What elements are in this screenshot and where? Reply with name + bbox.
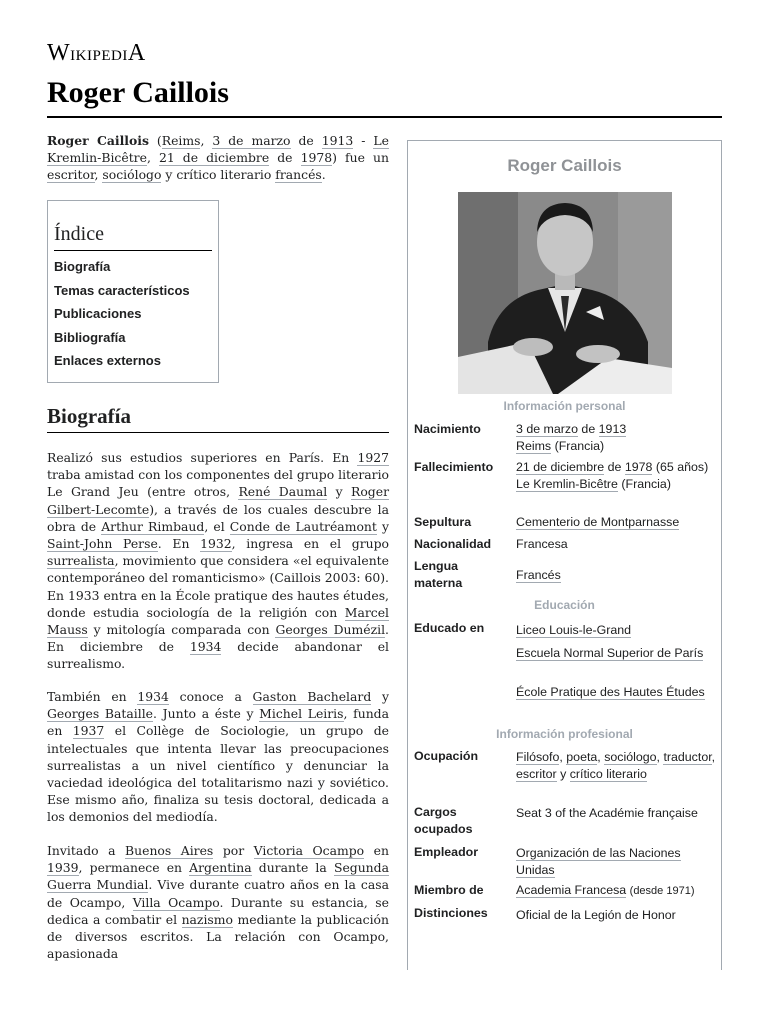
link-critico-literario[interactable]: crítico literario	[569, 767, 647, 781]
link-ib-reims[interactable]: Reims	[516, 439, 552, 453]
label-empleador: Empleador	[414, 845, 479, 859]
link-georges-dumezil[interactable]: Georges Dumézil	[275, 622, 386, 638]
link-segunda-guerra-mundial[interactable]: Segunda Guerra Mundial	[47, 860, 389, 893]
link-ecole-pratique[interactable]: École Pratique des Hautes Études	[516, 685, 705, 699]
link-academia-francesa[interactable]: Academia Francesa	[516, 883, 627, 897]
link-michel-leiris[interactable]: Michel Leiris	[259, 706, 344, 722]
label-cargos-ocupados: Cargos ocupados	[414, 805, 473, 836]
death-age: (65 años)	[655, 460, 709, 474]
value-miembro-de	[516, 882, 716, 900]
link-ib-sociologo[interactable]: sociólogo	[604, 750, 657, 764]
lead-subject: Roger Caillois	[47, 133, 149, 148]
biografia-paragraph-3: Invitado a Buenos Aires por Victoria Ocampo en 1939, permanece en Argentina durante la Segunda Guerra Mundial. Vive durante cuatro años en la casa de Ocampo, Villa Ocampo. Durante su estancia, se dedica a combatir el nazismo mediante la publicación de diversos escritos. La relación con Ocampo, apasionada	[47, 843, 390, 962]
link-escuela-normal-superior[interactable]: Escuela Normal Superior de París	[516, 646, 704, 660]
link-georges-bataille[interactable]: Georges Bataille	[47, 706, 154, 722]
link-kremlin-bicetre[interactable]: Le Kremlin-Bicêtre	[47, 133, 389, 166]
link-1939[interactable]: 1939	[47, 860, 79, 876]
label-miembro-de: Miembro de	[414, 883, 484, 897]
link-rene-daumal[interactable]: René Daumal	[238, 484, 328, 500]
birth-country: (Francia)	[554, 439, 605, 453]
label-nacimiento: Nacimiento	[414, 422, 481, 436]
link-cementerio-montparnasse[interactable]: Cementerio de Montparnasse	[516, 515, 680, 529]
toc-item-enlaces[interactable]: Enlaces externos	[54, 353, 161, 368]
biografia-paragraph-1: Realizó sus estudios superiores en París. En 1927 traba amistad con los componentes del grupo literario Le Grand Jeu (entre otros, René Daumal y Roger Gilbert-Lecomte), a través de los cuales descubre la obra de Arthur Rimbaud, el Conde de Lautréamont y Saint-John Perse. En 1932, ingresa en el grupo surrealista, movimiento que considera «el equivalente contemporáneo del romanticismo» (Caillois 2003: 60). En 1933 entra en la École pratique des hautes études, donde estudia sociología de la religión con Marcel Mauss y mitología comparada con Georges Dumézil. En diciembre de 1934 decide abandonar el surrealismo.	[47, 450, 390, 672]
link-frances-lengua[interactable]: Francés	[516, 568, 561, 582]
link-1934-b[interactable]: 1934	[137, 689, 169, 704]
wikipedia-wordmark[interactable]: WikipediA	[47, 40, 146, 66]
value-distinciones: Oficial de la Legión de Honor	[516, 908, 676, 922]
value-educado-1	[516, 622, 716, 639]
value-ocupacion: Filósofo, poeta, sociólogo, traductor, escritor y crítico literario	[516, 750, 716, 781]
link-argentina[interactable]: Argentina	[189, 860, 252, 876]
table-of-contents	[47, 200, 219, 383]
link-marcel-mauss[interactable]: Marcel Mauss	[47, 604, 389, 638]
link-roger-gilbert-lecomte[interactable]: Roger Gilbert-Lecomte	[47, 484, 389, 517]
toc-item-temas[interactable]: Temas característicos	[54, 282, 190, 298]
toc-title: Índice	[54, 223, 212, 251]
link-ib-escritor[interactable]: escritor	[516, 767, 557, 781]
link-villa-ocampo[interactable]: Villa Ocampo	[132, 894, 220, 910]
link-ib-kremlin[interactable]: Le Kremlin-Bicêtre	[516, 477, 618, 491]
link-death-day[interactable]: 21 de diciembre	[158, 150, 270, 166]
title-divider	[47, 116, 722, 118]
link-arthur-rimbaud[interactable]: Arthur Rimbaud	[101, 518, 205, 534]
link-liceo-louis-le-grand[interactable]: Liceo Louis-le-Grand	[516, 623, 632, 637]
link-1934[interactable]: 1934	[189, 639, 222, 655]
value-sepultura	[516, 514, 716, 531]
label-ocupacion: Ocupación	[414, 749, 479, 763]
link-saint-john-perse[interactable]: Saint-John Perse	[47, 536, 158, 552]
value-cargos-ocupados: Seat 3 of the Académie française	[516, 806, 698, 820]
value-nacionalidad: Francesa	[516, 537, 568, 551]
link-ib-death-year[interactable]: 1978	[624, 460, 653, 474]
link-sociologo[interactable]: sociólogo	[102, 167, 162, 183]
section-header-professional: Información profesional	[496, 727, 633, 741]
value-empleador	[516, 845, 716, 879]
label-distinciones: Distinciones	[414, 906, 488, 920]
link-gaston-bachelard[interactable]: Gaston Bachelard	[252, 689, 372, 704]
label-lengua-materna: Lengua materna	[414, 559, 463, 590]
link-1937[interactable]: 1937	[72, 723, 105, 739]
value-educado-3	[516, 684, 716, 701]
link-buenos-aires[interactable]: Buenos Aires	[125, 843, 214, 858]
lead-critico: crítico literario	[176, 167, 272, 183]
section-header-education: Educación	[534, 598, 595, 612]
page-title: Roger Caillois	[47, 76, 229, 109]
link-nazismo[interactable]: nazismo	[181, 911, 233, 927]
value-nacimiento: 3 de marzo de 1913 Reims (Francia)	[516, 422, 627, 453]
link-ib-death-date[interactable]: 21 de diciembre	[516, 460, 605, 474]
infobox-name: Roger Caillois	[507, 156, 622, 175]
toc-item-publicaciones[interactable]: Publicaciones	[54, 306, 142, 321]
link-birth-day[interactable]: 3 de marzo	[212, 133, 291, 148]
toc-item-biografia[interactable]: Biografía	[54, 259, 111, 274]
link-1927[interactable]: 1927	[357, 450, 389, 465]
link-death-year[interactable]: 1978	[300, 150, 333, 166]
portrait-photo[interactable]	[458, 192, 672, 394]
link-victoria-ocampo[interactable]: Victoria Ocampo	[253, 843, 365, 858]
label-sepultura: Sepultura	[414, 515, 472, 529]
value-fallecimiento: 21 de diciembre de 1978 (65 años) Le Kremlin-Bicêtre (Francia)	[516, 460, 709, 491]
infobox	[407, 140, 722, 970]
link-lautreamont[interactable]: Conde de Lautréamont	[229, 518, 377, 534]
label-nacionalidad: Nacionalidad	[414, 537, 492, 551]
lead-paragraph: Roger Caillois (Reims, 3 de marzo de 1913 - Le Kremlin-Bicêtre, 21 de diciembre de 1978) fue un escritor, sociólogo y crítico literario francés.	[47, 133, 389, 183]
link-escritor[interactable]: escritor	[47, 167, 95, 183]
link-1932[interactable]: 1932	[200, 536, 232, 552]
link-traductor[interactable]: traductor	[663, 750, 712, 764]
link-surrealista[interactable]: surrealista	[47, 553, 115, 569]
link-onu[interactable]: Organización de las Naciones Unidas	[516, 846, 681, 877]
death-country: (Francia)	[621, 477, 671, 491]
link-reims[interactable]: Reims	[161, 133, 201, 148]
section-heading-biografia: Biografía	[47, 404, 131, 428]
link-filosofo[interactable]: Filósofo	[516, 750, 560, 764]
toc-item-bibliografia[interactable]: Bibliografía	[54, 329, 126, 345]
value-educado-2	[516, 645, 716, 662]
value-lengua-materna	[516, 567, 716, 584]
link-ib-birth-date[interactable]: 3 de marzo	[516, 422, 578, 436]
link-frances[interactable]: francés	[275, 167, 322, 183]
miembro-since: (desde 1971)	[629, 885, 695, 897]
link-poeta[interactable]: poeta	[566, 750, 598, 764]
link-birth-year[interactable]: 1913	[321, 133, 354, 148]
label-fallecimiento: Fallecimiento	[414, 460, 494, 474]
label-educado-en: Educado en	[414, 621, 485, 635]
link-ib-birth-year[interactable]: 1913	[598, 422, 627, 436]
biografia-paragraph-2: También en 1934 conoce a Gaston Bachelard y Georges Bataille. Junto a éste y Michel Leiris, funda en 1937 el Collège de Sociologie, un grupo de intelectuales que intenta llevar las preocupaciones surrealistas a un nivel científico y denunciar la vaciedad ideológica del totalitarismo nazi y soviético. Ese mismo año, finaliza su tesis doctoral, dedicada a los demonios del mediodía.	[47, 689, 389, 825]
section-header-personal: Información personal	[503, 399, 626, 413]
section-divider	[47, 432, 389, 433]
